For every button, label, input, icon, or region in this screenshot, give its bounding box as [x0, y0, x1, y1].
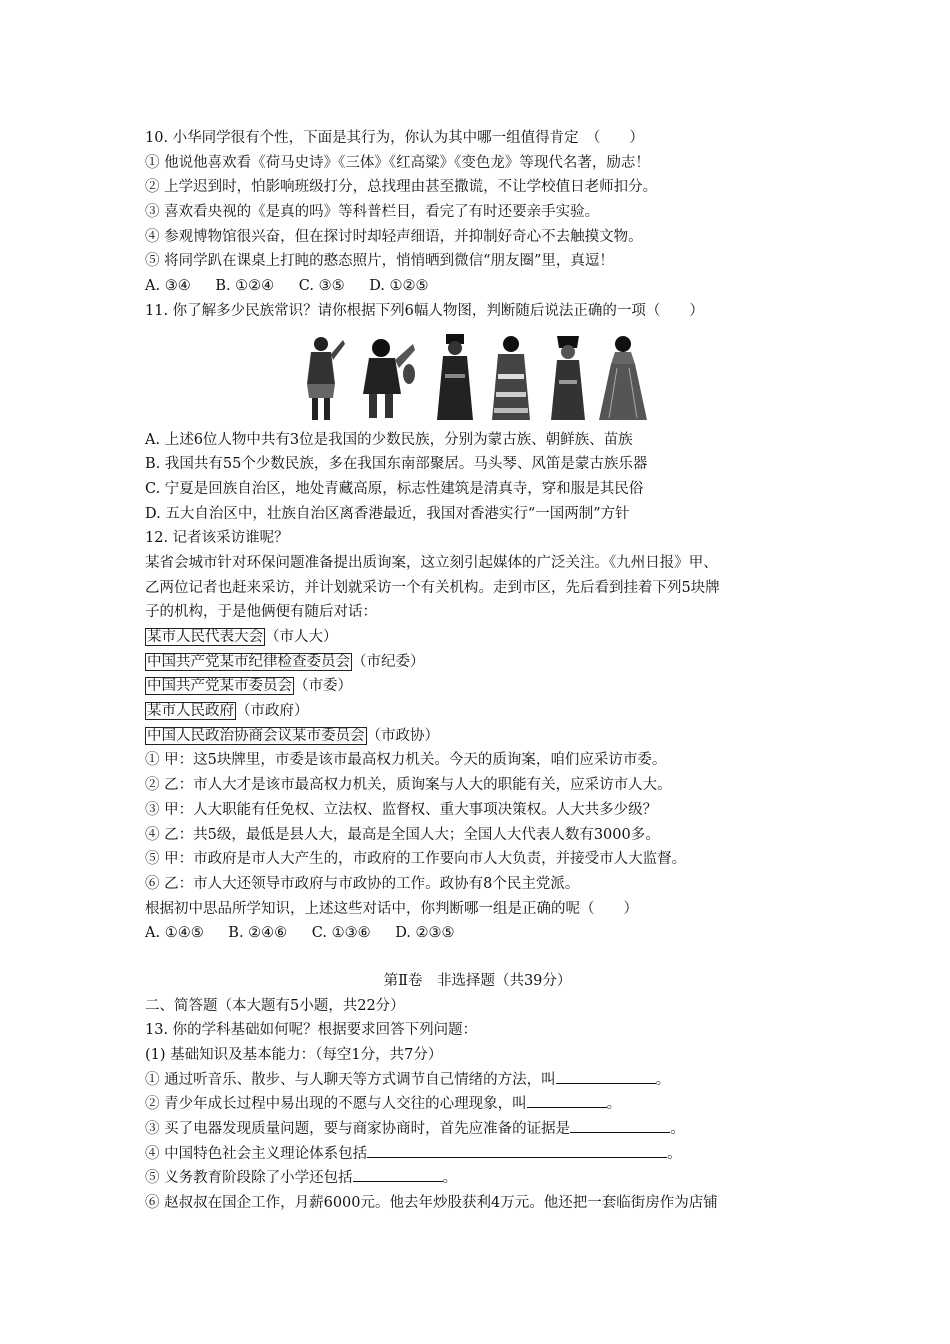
plaque-name: 某市人民政府 — [147, 703, 234, 720]
fill-in-end: 。 — [670, 1121, 685, 1138]
dialogue-line: ④ 乙：共5级，最低是县人大，最高是全国人大；全国人大代表人数有3000多。 — [145, 826, 660, 843]
plaque-abbr: （市人大） — [265, 629, 338, 645]
dialogue-line: ② 乙：市人大才是该市最高权力机关，质询案与人大的职能有关，应采访市人大。 — [145, 777, 672, 794]
plaque-name: 中国共产党某市纪律检查委员会 — [147, 653, 350, 670]
q13-stem: 13. 你的学科基础如何呢？根据要求回答下列问题： — [145, 1022, 478, 1039]
fill-in-row — [145, 1117, 810, 1142]
answer-blank[interactable] — [367, 1142, 667, 1158]
fill-in-prompt: ① 通过听音乐、散步、与人聊天等方式调节自己情绪的方法，叫 — [145, 1071, 556, 1088]
plaque-name: 中国共产党某市委员会 — [147, 678, 292, 695]
figure-5 — [545, 334, 591, 422]
q10-option-d[interactable]: D. ①②⑤ — [369, 278, 429, 295]
q10-option-b[interactable]: B. ①②④ — [215, 278, 275, 295]
q11-option-a[interactable]: A. 上述6位人物中共有3位是我国的少数民族，分别为蒙古族、朝鲜族、苗族 — [145, 431, 633, 448]
section-heading: 二、简答题（本大题有5小题，共22分） — [145, 997, 405, 1014]
exam-page — [145, 126, 810, 1216]
fill-in-row — [145, 1068, 810, 1093]
q10-item: ① 他说他喜欢看《荷马史诗》《三体》《红高粱》《变色龙》等现代名著，励志！ — [145, 154, 650, 171]
q12-option-d[interactable]: D. ②③⑤ — [395, 925, 455, 942]
q11-option-d[interactable]: D. 五大自治区中，壮族自治区离香港最近，我国对香港实行“一国两制”方针 — [145, 505, 630, 522]
q10-item: ⑤ 将同学趴在课桌上打盹的憨态照片，悄悄晒到微信“朋友圈”里，真逗！ — [145, 253, 614, 270]
fill-in-end: 。 — [667, 1145, 682, 1162]
answer-blank[interactable] — [570, 1117, 670, 1133]
fill-in-prompt: ② 青少年成长过程中易出现的不愿与人交往的心理现象，叫 — [145, 1096, 527, 1113]
fill-in-row — [145, 1166, 810, 1191]
figure-4 — [488, 334, 534, 422]
q13-sub: (1) 基础知识及基本能力：（每空1分，共7分） — [145, 1047, 443, 1063]
q12-intro: 某省会城市针对环保问题准备提出质询案，这立刻引起媒体的广泛关注。《九州日报》甲、 — [145, 554, 718, 571]
dialogue-line: ⑥ 乙：市人大还领导市政府与市政协的工作。政协有8个民主党派。 — [145, 875, 580, 892]
plaque-abbr: （市委） — [294, 678, 352, 695]
answer-blank[interactable] — [353, 1166, 443, 1182]
plaque-row — [145, 650, 810, 675]
part2-title: 第Ⅱ卷 非选择题（共39分） — [383, 972, 572, 989]
answer-blank[interactable] — [527, 1092, 607, 1108]
figure-2 — [355, 334, 417, 422]
dialogue-line: ③ 甲：人大职能有任免权、立法权、监督权、重大事项决策权。人大共多少级？ — [145, 801, 658, 818]
q12-ask: 根据初中思品所学知识，上述这些对话中，你判断哪一组是正确的呢（ ） — [145, 900, 638, 917]
q13-item-6: ⑥ 赵叔叔在国企工作，月薪6000元。他去年炒股获利4万元。他还把一套临街房作为店铺 — [145, 1195, 718, 1212]
fill-in-prompt: ③ 买了电器发现质量问题，要与商家协商时，首先应准备的证据是 — [145, 1121, 571, 1138]
q10-option-a[interactable]: A. ③④ — [145, 278, 191, 295]
plaque-row — [145, 699, 810, 724]
plaque-row — [145, 724, 810, 749]
plaque-row — [145, 674, 810, 699]
q12-option-c[interactable]: C. ①③⑥ — [311, 925, 371, 942]
plaque-name: 某市人民代表大会 — [147, 629, 263, 645]
ethnic-figures-image — [145, 324, 810, 428]
q12-option-a[interactable]: A. ①④⑤ — [145, 925, 204, 942]
plaque-row — [145, 625, 810, 650]
fill-in-end: 。 — [655, 1071, 671, 1088]
fill-in-row — [145, 1092, 810, 1117]
plaque-name: 中国人民政治协商会议某市委员会 — [147, 727, 365, 744]
fill-in-row — [145, 1142, 810, 1167]
fill-in-prompt: ⑤ 义务教育阶段除了小学还包括 — [145, 1170, 353, 1187]
figure-3 — [433, 334, 477, 422]
q11-stem: 11. 你了解多少民族常识？请你根据下列6幅人物图，判断随后说法正确的一项（ ） — [145, 302, 704, 319]
q11-option-b[interactable]: B. 我国共有55个少数民族，多在我国东南部聚居。马头琴、风笛是蒙古族乐器 — [145, 456, 648, 473]
q12-option-b[interactable]: B. ②④⑥ — [228, 925, 288, 942]
q10-item: ④ 参观博物馆很兴奋，但在探讨时却轻声细语，并抑制好奇心不去触摸文物。 — [145, 228, 643, 245]
plaque-abbr: （市纪委） — [352, 653, 425, 670]
q10-stem: 10. 小华同学很有个性，下面是其行为，你认为其中哪一组值得肯定 （ ） — [145, 130, 644, 146]
q10-option-c[interactable]: C. ③⑤ — [298, 278, 345, 295]
fill-in-end: 。 — [606, 1096, 622, 1113]
answer-blank[interactable] — [556, 1068, 656, 1084]
q12-intro: 子的机构，于是他俩便有随后对话： — [145, 604, 377, 621]
q12-stem: 12. 记者该采访谁呢？ — [145, 530, 289, 547]
q10-options — [145, 274, 810, 299]
fill-in-end: 。 — [442, 1170, 458, 1187]
q12-intro: 乙两位记者也赶来采访，并计划就采访一个有关机构。走到市区，先后看到挂着下列5块牌 — [145, 579, 720, 596]
q10-item: ② 上学迟到时，怕影响班级打分，总找理由甚至撒谎，不让学校值日老师扣分。 — [145, 179, 658, 196]
q11-option-c[interactable]: C. 宁夏是回族自治区，地处青藏高原，标志性建筑是清真寺，穿和服是其民俗 — [145, 480, 644, 497]
plaque-abbr: （市政府） — [236, 703, 309, 720]
plaque-abbr: （市政协） — [366, 727, 439, 744]
q10-item: ③ 喜欢看央视的《是真的吗》等科普栏目，看完了有时还要亲手实验。 — [145, 204, 600, 221]
q12-options — [145, 921, 810, 946]
figure-6 — [597, 334, 649, 422]
dialogue-line: ⑤ 甲：市政府是市人大产生的，市政府的工作要向市人大负责，并接受市人大监督。 — [145, 851, 687, 868]
dialogue-line: ① 甲：这5块牌里，市委是该市最高权力机关。今天的质询案，咱们应采访市委。 — [145, 752, 667, 769]
figure-1 — [297, 334, 347, 422]
fill-in-prompt: ④ 中国特色社会主义理论体系包括 — [145, 1145, 368, 1162]
